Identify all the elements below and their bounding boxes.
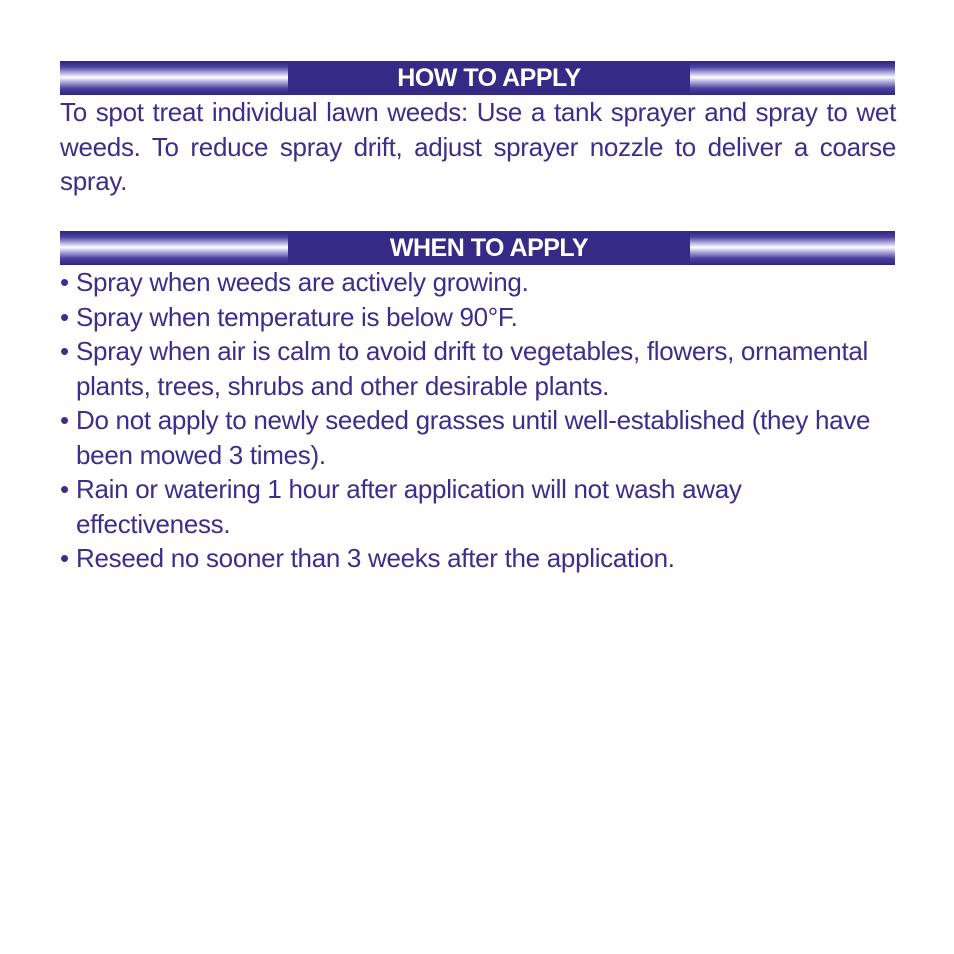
list-item xyxy=(60,472,896,541)
list-item-text: Spray when temperature is below 90°F. xyxy=(76,301,518,332)
bullet-glyph: • xyxy=(60,474,69,504)
bullet-glyph: • xyxy=(60,543,69,573)
banner-shine-left xyxy=(60,231,288,265)
when-to-apply-list xyxy=(60,265,896,576)
bullet-glyph: • xyxy=(60,336,69,366)
bullet-glyph: • xyxy=(60,301,69,332)
list-item xyxy=(60,403,896,472)
banner-shine-left xyxy=(60,61,288,95)
banner-shine-right xyxy=(690,231,895,265)
how-to-apply-banner xyxy=(60,61,895,95)
list-item xyxy=(60,541,896,576)
how-to-apply-heading: HOW TO APPLY xyxy=(288,61,690,95)
list-item-text: Spray when air is calm to avoid drift to vegetables, flowers, ornamental plants, trees, shrubs and other desirable plants. xyxy=(76,336,869,401)
list-item xyxy=(60,265,896,300)
when-to-apply-heading: WHEN TO APPLY xyxy=(288,231,690,265)
list-item-text: Reseed no sooner than 3 weeks after the application. xyxy=(76,543,675,573)
list-item xyxy=(60,300,896,335)
list-item-text: Do not apply to newly seeded grasses until well-established (they have been mowed 3 times). xyxy=(76,405,871,470)
banner-shine-right xyxy=(690,61,895,95)
list-item-text: Spray when weeds are actively growing. xyxy=(76,267,529,297)
list-item-text: Rain or watering 1 hour after application will not wash away effectiveness. xyxy=(76,474,742,539)
when-to-apply-banner xyxy=(60,231,895,265)
how-to-apply-text: To spot treat individual lawn weeds: Use a tank sprayer and spray to wet weeds. To reduce spray drift, adjust sprayer nozzle to deliver a coarse spray. xyxy=(60,97,896,196)
bullet-glyph: • xyxy=(60,405,69,435)
bullet-glyph: • xyxy=(60,267,69,297)
list-item xyxy=(60,334,896,403)
